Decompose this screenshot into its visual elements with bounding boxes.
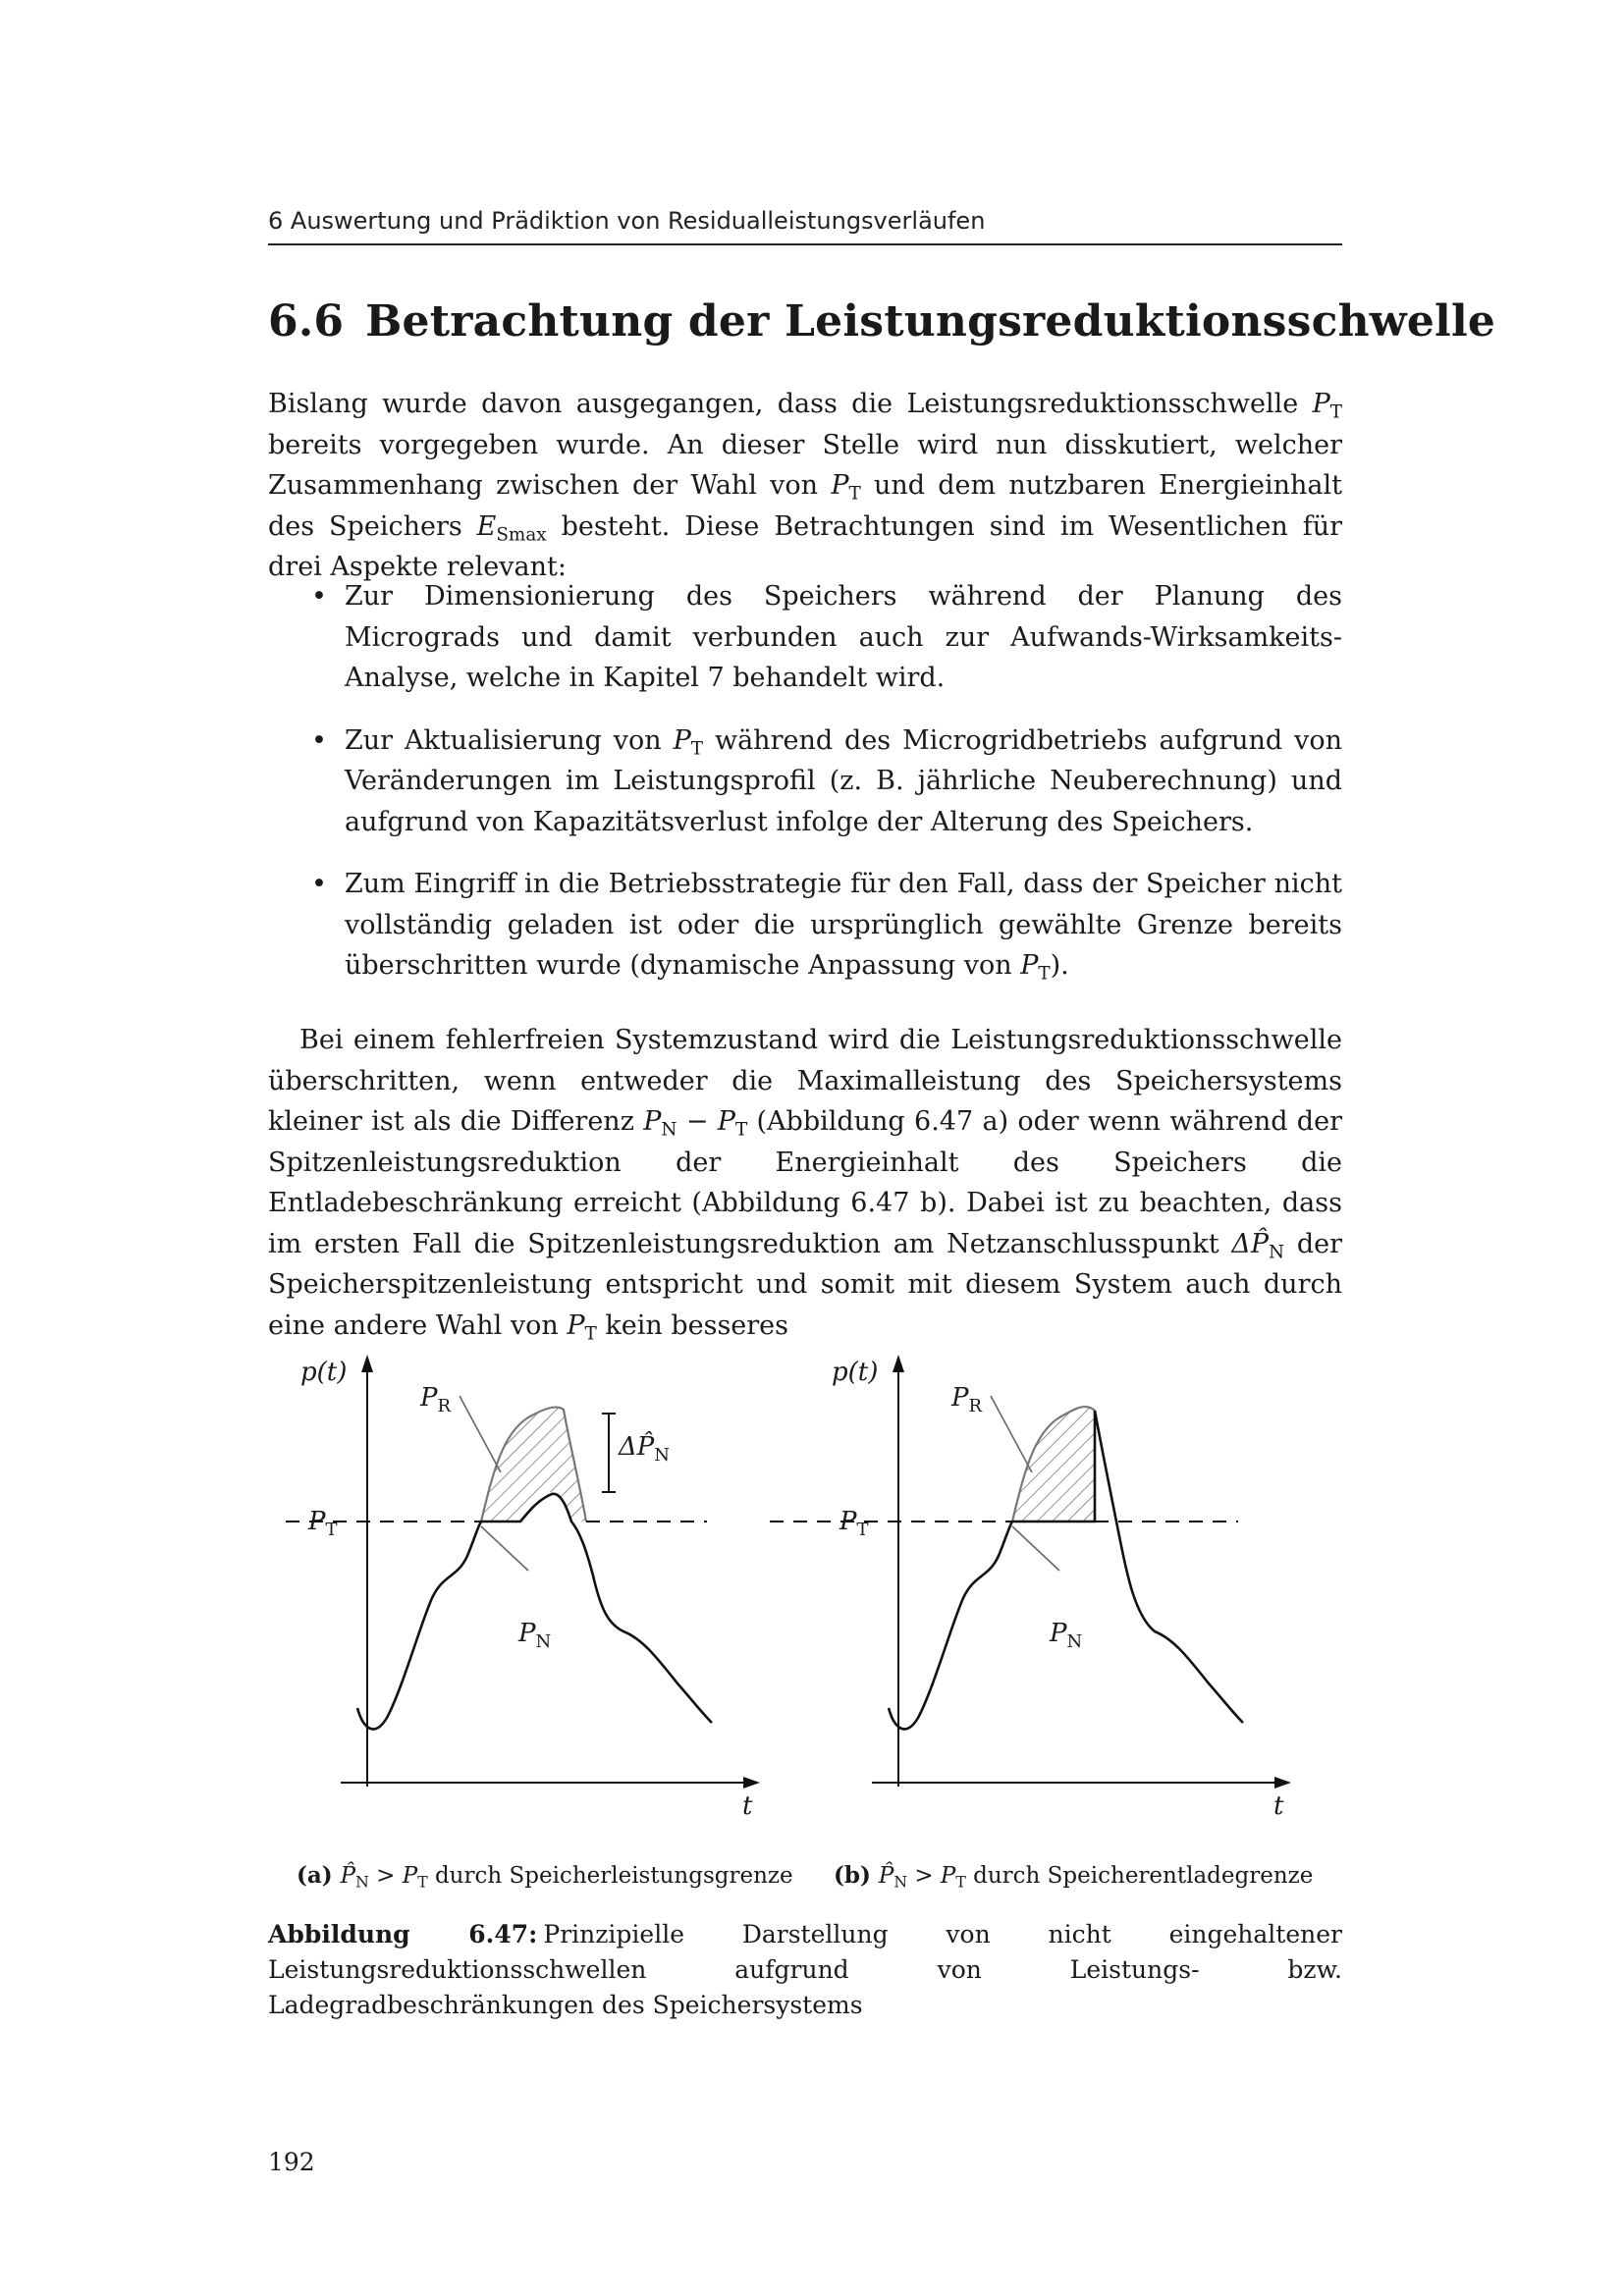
y-axis-label: p(t)	[832, 1358, 879, 1387]
body-paragraph: Bei einem fehlerfreien Systemzustand wird die Leistungsreduktionsschwelle überschritten, wenn entweder die Maximalleistung des Speichersystems kleiner ist als die Differenz $P_N - P_T$ (Abbildung 6.47 a) oder wenn während der Spitzenleistungsreduktion der Energieinhalt des Speichers die Entladebeschränkung erreicht (Abbildung 6.47 b). Dabei ist zu beachten, dass im ersten Fall die Spitzenleistungsreduktion am Netzanschlusspunkt $\Delta P̂_N$ der Speicherspitzenleistung entspricht und somit mit diesem System auch durch eine andere Wahl von $P_T$ kein besseres	[268, 1025, 1342, 1344]
y-axis-arrowhead	[893, 1355, 904, 1372]
x-axis-label: t	[1273, 1791, 1284, 1821]
label-pt: $P_T$	[839, 1507, 869, 1540]
x-axis-label: t	[742, 1791, 753, 1821]
y-axis-label: p(t)	[300, 1358, 348, 1387]
curve-pn	[357, 1494, 712, 1730]
label-pn: $P_N$	[1050, 1619, 1083, 1652]
aspect-list	[268, 576, 1342, 1008]
header-rule	[268, 243, 1342, 245]
list-item: • Zum Eingriff in die Betriebsstrategie für den Fall, dass der Speicher nicht vollständig geladen ist oder die ursprünglich gewählte Grenze bereits überschritten wurde (dynamische Anpassung von $P_T$).	[311, 869, 1342, 985]
intro-paragraph: Bislang wurde davon ausgegangen, dass die Leistungsreduktionsschwelle $P_T$ bereits vorgegeben wurde. An dieser Stelle wird nun disskutiert, welcher Zusammenhang zwischen der Wahl von $P_T$ und dem nutzbaren Energieinhalt des Speichers $E_{Smax}$ besteht. Diese Betrachtungen sind im Wesentlichen für drei Aspekte relevant:	[268, 389, 1342, 582]
figure-caption: Abbildung 6.47: Prinzipielle Darstellung von nicht eingehaltener Leistungsreduktionsschwellen aufgrund von Leistungs- bzw. Ladegradbeschränkungen des Speichersystems	[268, 1920, 1342, 2019]
figure-diagram	[285, 1345, 1335, 1836]
subcaption-b: (b) $P̂_N > P_T$ durch Speicherentladegrenze	[834, 1862, 1314, 1892]
list-item: • Zur Aktualisierung von $P_T$ während des Microgridbetriebs aufgrund von Veränderungen im Leistungsprofil (z. B. jährliche Neuberechnung) und aufgrund von Kapazitätsverlust infolge der Alterung des Speichers.	[311, 724, 1342, 837]
section-title-text: Betrachtung der Leistungsreduktionsschwelle	[365, 296, 1496, 347]
leader-line-pn	[481, 1526, 528, 1571]
label-pt: $P_T$	[308, 1507, 338, 1540]
leader-line-pr	[991, 1396, 1032, 1472]
section-number: 6.6	[268, 296, 345, 347]
leader-line-pn	[1012, 1526, 1059, 1571]
subcaption-a: (a) $P̂_N > P_T$ durch Speicherleistungsgrenze	[297, 1862, 793, 1892]
leader-line-pr	[460, 1396, 501, 1472]
diagram-b	[770, 1355, 1291, 1821]
label-delta-pn: $\Delta P̂_N$	[619, 1432, 671, 1466]
y-axis-arrowhead	[361, 1355, 373, 1372]
label-pn: $P_N$	[518, 1619, 552, 1652]
x-axis-arrowhead	[1274, 1777, 1291, 1789]
section-title	[268, 296, 1496, 347]
label-pr: $P_R$	[420, 1383, 452, 1416]
page-number: 192	[268, 2148, 315, 2176]
diagram-a	[285, 1355, 760, 1821]
x-axis-arrowhead	[743, 1777, 760, 1789]
hatched-area-pr	[1012, 1407, 1095, 1522]
label-pr: $P_R$	[951, 1383, 983, 1416]
list-item: • Zur Dimensionierung des Speichers während der Planung des Micrograds und damit verbunden auch zur Aufwands-Wirksamkeits-Analyse, welche in Kapitel 7 behandelt wird.	[311, 581, 1342, 693]
running-head: 6 Auswertung und Prädiktion von Residualleistungsverläufen	[268, 207, 986, 235]
